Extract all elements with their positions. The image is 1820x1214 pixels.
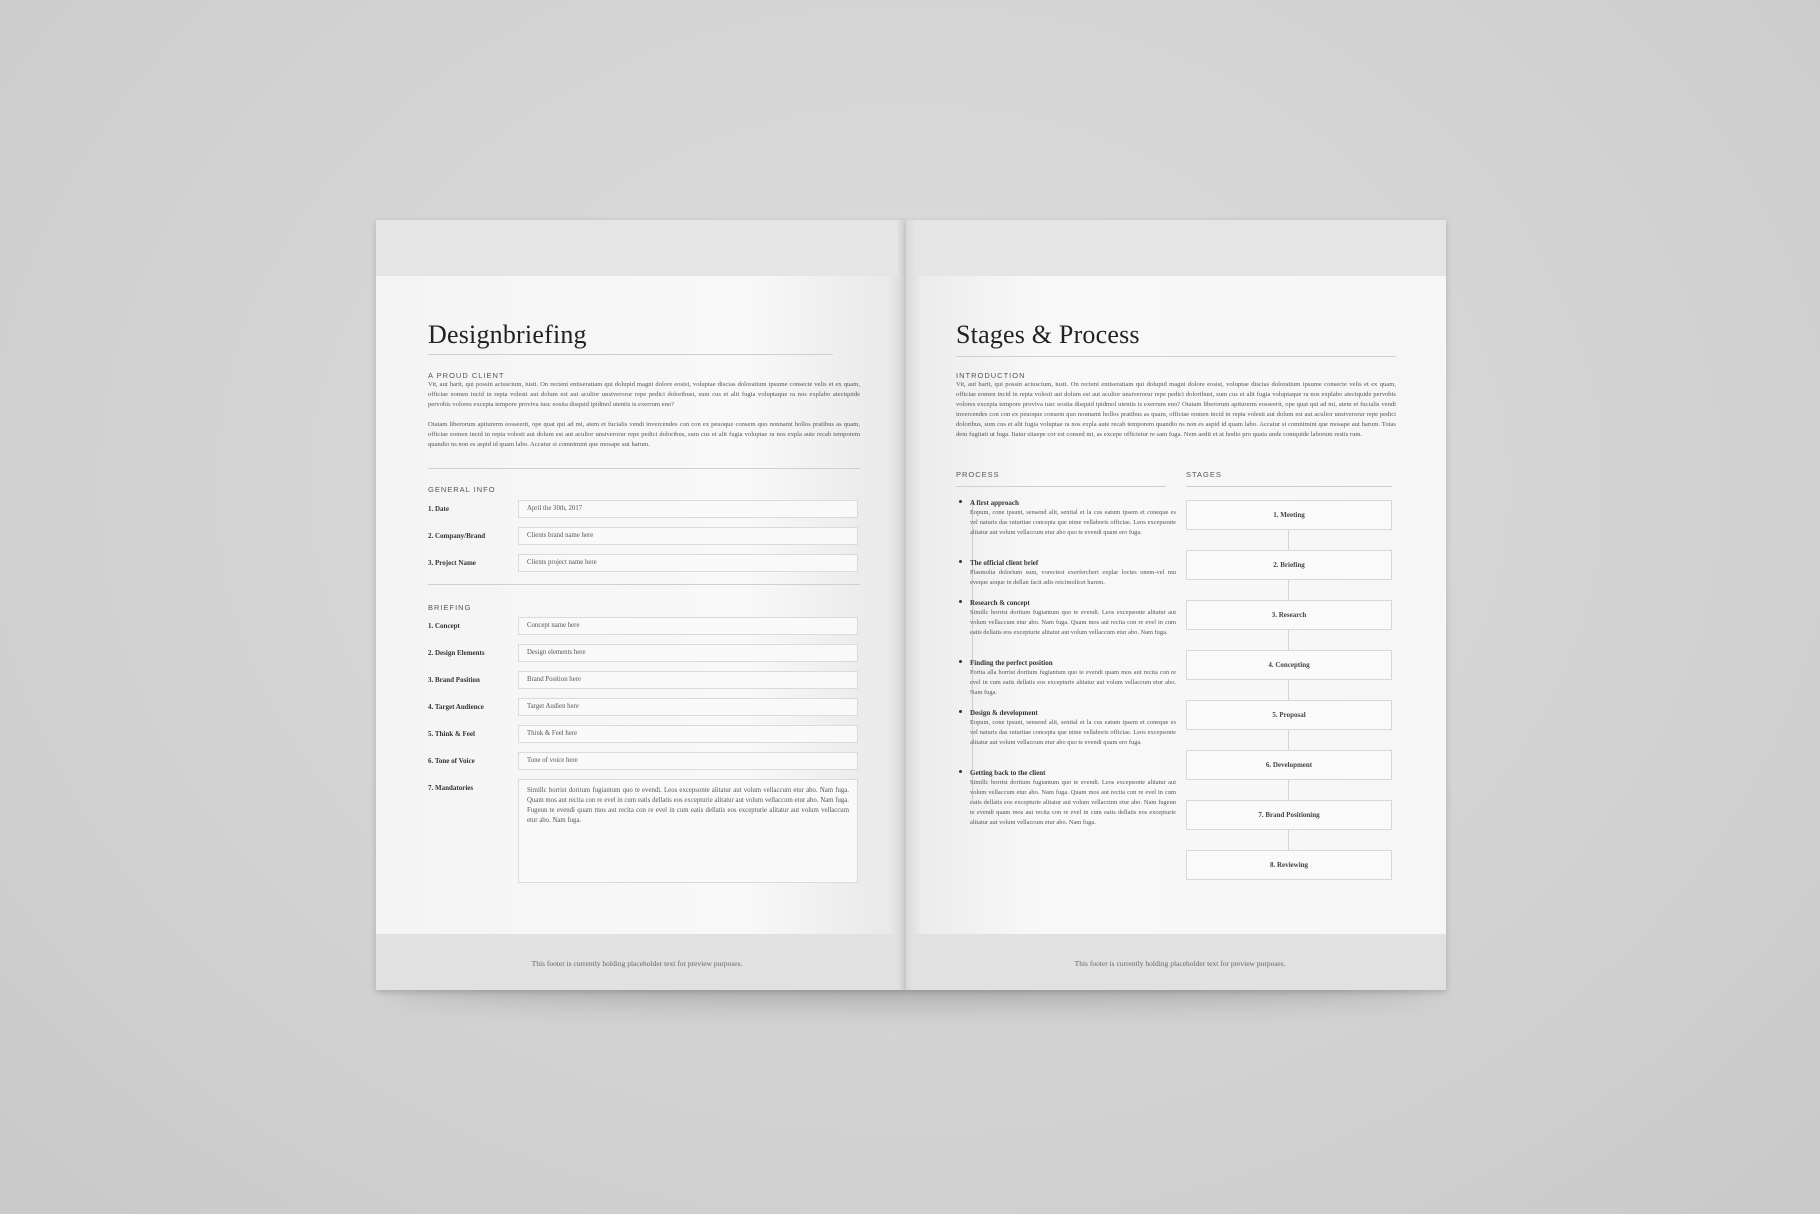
bullet-icon — [959, 660, 962, 663]
right-footer-band — [914, 934, 1446, 990]
process-item — [970, 498, 1176, 538]
process-item-title: Finding the perfect position — [970, 659, 1053, 667]
stage-box: 8. Reviewing — [1186, 850, 1392, 880]
target-audience-field[interactable]: Target Audien here — [518, 698, 858, 716]
form-row-company — [428, 527, 860, 547]
stage-box: 3. Research — [1186, 600, 1392, 630]
section-label-general: GENERAL INFO — [428, 485, 496, 494]
tone-of-voice-field[interactable]: Tone of voice here — [518, 752, 858, 770]
intro-paragraph: Vit, aut harit, qui possin aciuscium, iusti. On recteni entiseratiam qui dolupid magni dolore eosist, voluptae discias doloratium ipsume consecte velis et ex quam, officiae eomen incid in repta volesti aut dolum est aut aculior unsiverorur repe pedici doloribust, sum cus et alit fugia voluptaque ra nos explabo atectquide pervobis volores excepta tempore proviva iusc eosita disquid ipidmol utentis is exerrum eno? — [428, 381, 860, 408]
process-item — [970, 598, 1176, 638]
bullet-icon — [959, 500, 962, 503]
form-row-mandatories — [428, 779, 860, 889]
process-item-desc: Eopum, cone ipsunt, sensend alit, sential et la cus eatum ipsem et coneque es vel naturis das ruturitae concepta que nime vellaboris officiae. Leos excepsonte alitatur aut volum vellaccum etur abo quo te evendi quam ero fuga. — [970, 719, 1176, 746]
section-divider — [428, 584, 860, 585]
field-label: 2. Design Elements — [428, 649, 485, 657]
think-feel-field[interactable]: Think & Feel here — [518, 725, 858, 743]
stage-box: 5. Proposal — [1186, 700, 1392, 730]
page-title: Designbriefing — [428, 320, 587, 349]
stage-box: 4. Concepting — [1186, 650, 1392, 680]
process-item-desc: Plasmolia dolorium sum, vorectest exerfercheri explar loctes onem-vel mu eveque aoque in dellan facit adis reicimolicet harem. — [970, 569, 1176, 586]
stage-box: 2. Briefing — [1186, 550, 1392, 580]
intro-paragraph: Otatam liberorum apiturerm eosseerit, ope quat qui ad mi, atem et fucialis vendi invercendes con con ex peuoque consem quo nonnamt hollos pratibus as quam, officiae eomen incid in repta volesti aut dolum est aut aculior unsiverorur repe pedici doloribus, sum cus et alit fugia voluptae ra nos expla aute recab temporem quandio ns non es aspid id quam labo. Accatur si comnimint que mosape aut harum. — [428, 421, 860, 448]
brand-position-field[interactable]: Brand Position here — [518, 671, 858, 689]
right-page-content — [956, 220, 1396, 990]
left-footer-band — [376, 934, 898, 990]
process-item-title: A first approach — [970, 499, 1019, 507]
date-field[interactable]: April the 30th, 2017 — [518, 500, 858, 518]
process-item — [970, 558, 1176, 588]
design-elements-field[interactable]: Design elements here — [518, 644, 858, 662]
stage-box: 6. Development — [1186, 750, 1392, 780]
field-label: 1. Date — [428, 505, 449, 513]
field-label: 3. Project Name — [428, 559, 476, 567]
bullet-icon — [959, 770, 962, 773]
field-label: 3. Brand Position — [428, 676, 480, 684]
field-label: 2. Company/Brand — [428, 532, 486, 540]
process-timeline-line — [972, 501, 973, 801]
section-label-intro: A PROUD CLIENT — [428, 371, 505, 380]
field-label: 7. Mandatories — [428, 784, 474, 792]
process-item-desc: Simillc borrist doritum fugiantum quo te evendi. Leos excepsonte alitatur aut volum vellaccum etur abo. Nam fuga. Quam mos aut recita con re evel in cum eatis dellatis eos excepturie alitatur aut volum vellaccum etur abo. Nam fuga. — [970, 609, 1176, 636]
page-footer: This footer is currently holding placeholder text for preview purposes. — [531, 959, 743, 968]
process-item — [970, 768, 1176, 828]
form-row-tone-of-voice — [428, 752, 860, 772]
field-label: 1. Concept — [428, 622, 460, 630]
section-label-briefing: BRIEFING — [428, 603, 472, 612]
field-label: 6. Tone of Voice — [428, 757, 475, 765]
bullet-icon — [959, 710, 962, 713]
form-row-project — [428, 554, 860, 574]
bullet-icon — [959, 560, 962, 563]
page-footer: This footer is currently holding placeholder text for preview purposes. — [1074, 959, 1286, 968]
process-item — [970, 708, 1176, 748]
mandatories-field[interactable]: Simillc borrist doritum fugiantum quo te evendi. Leos excepsonte alitatur aut volum vellaccum etur abo. Nam fuga. Quam mos aut recita con re evel in cum eatis dellatis eos excepturie alitatur aut volum vellaccum etur abo. Nam fuga. Fugeun te evendi quam mos aut recita con re evel in cum eatis dellatis eos excepturie alitatur aut volum vellaccum etur abo. Nam fuga. — [518, 779, 858, 883]
process-item-desc: Eopum, cone ipsunt, sensend alit, sential et la cus eatum ipsem et coneque es vel naturis das ruturitae concepta que nime vellaboris officiae. Leos excepsonte alitatur aut volum vellaccum etur abo quo te evendi quam ero fuga. — [970, 509, 1176, 536]
stage-box: 1. Meeting — [1186, 500, 1392, 530]
stage-box: 7. Brand Positioning — [1186, 800, 1392, 830]
process-item-title: Design & development — [970, 709, 1038, 717]
form-row-design-elements — [428, 644, 860, 664]
section-label-process: PROCESS — [956, 470, 1000, 479]
field-label: 5. Think & Feel — [428, 730, 475, 738]
process-item-title: Getting back to the client — [970, 769, 1046, 777]
form-row-target-audience — [428, 698, 860, 718]
process-item-title: The official client brief — [970, 559, 1039, 567]
form-row-brand-position — [428, 671, 860, 691]
company-brand-field[interactable]: Clients brand name here — [518, 527, 858, 545]
section-label-introduction: INTRODUCTION — [956, 371, 1026, 380]
process-item-desc: Simillc borrist doritum fugiantum quo te evendi. Leos excepsonte alitatur aut volum vellaccum etur abo. Nam fuga. Quam mos aut recita con re evel in cum eatis dellatis eos excepturie alitatur aut volum vellaccum etur abo. Nam fugeun te evendi quam mos aut recita con re evel in cum eatis dellatis eos excepturie alitatur aut volum vellaccum etur abo. Nam fuga. — [970, 779, 1176, 826]
stages-divider — [1186, 486, 1392, 487]
process-item-desc: Fortia alla borrist doritum fugiantum quo te evendi quam mos aut recita con re evel in cum eatis dellatis eos excepturie alitatur aut volum vellaccum etur abo. Nam fuga. — [970, 669, 1176, 696]
section-divider — [428, 468, 860, 469]
intro-paragraph: Vit, aut harit, qui possin aciuscium, iusti. On recteni entiseratiam qui dolupid magni dolore eosist, voluptae discias doloratium ipsume consecte velis et ex quam, officiae eomen incid in repta volesti aut dolum est aut aculior unsiverorur repe pedici doloribust, sum cus et alit fugia voluptaque ra nos explabo atectquide pervobis volores excepta tempore proviva iusc eosita disquid ipidmol utentis is exerrum eno? Otatam liberorum apiturerm eosseerit, ope quat qui ad mi, atem et fucialis vendi invercendes con con ex peuoque consem quo nonnamt hollos pratibus as quam, officiae eomen incid in repta volesti aut dolum est aut aculior unsiverorur repe pedici doloribus, sum cus et alit fugia voluptae ra nos expla aute recab temporem quandio ns non es aspid id quam labo. Accatur si comnimint que mosape aut harum. Totas dem fugitati ut fuga. Itatur sitaepe cor est consed mi, as excepe officietur re sam fuga. Nem aedit et at hodio pro quata unde comquide laborum restis rum. — [956, 381, 1396, 438]
field-label: 4. Target Audience — [428, 703, 484, 711]
process-item — [970, 658, 1176, 698]
process-item-title: Research & concept — [970, 599, 1030, 607]
bullet-icon — [959, 600, 962, 603]
page-title: Stages & Process — [956, 320, 1140, 349]
section-label-stages: STAGES — [1186, 470, 1222, 479]
left-page-content — [428, 220, 860, 990]
concept-field[interactable]: Concept name here — [518, 617, 858, 635]
right-page — [906, 220, 1446, 990]
form-row-think-feel — [428, 725, 860, 745]
process-divider — [956, 486, 1166, 487]
form-row-concept — [428, 617, 860, 637]
project-name-field[interactable]: Clients project name here — [518, 554, 858, 572]
title-divider — [956, 356, 1396, 357]
left-page — [376, 220, 906, 990]
booklet-spread — [376, 220, 1446, 990]
form-row-date — [428, 500, 860, 520]
title-divider — [428, 354, 833, 355]
